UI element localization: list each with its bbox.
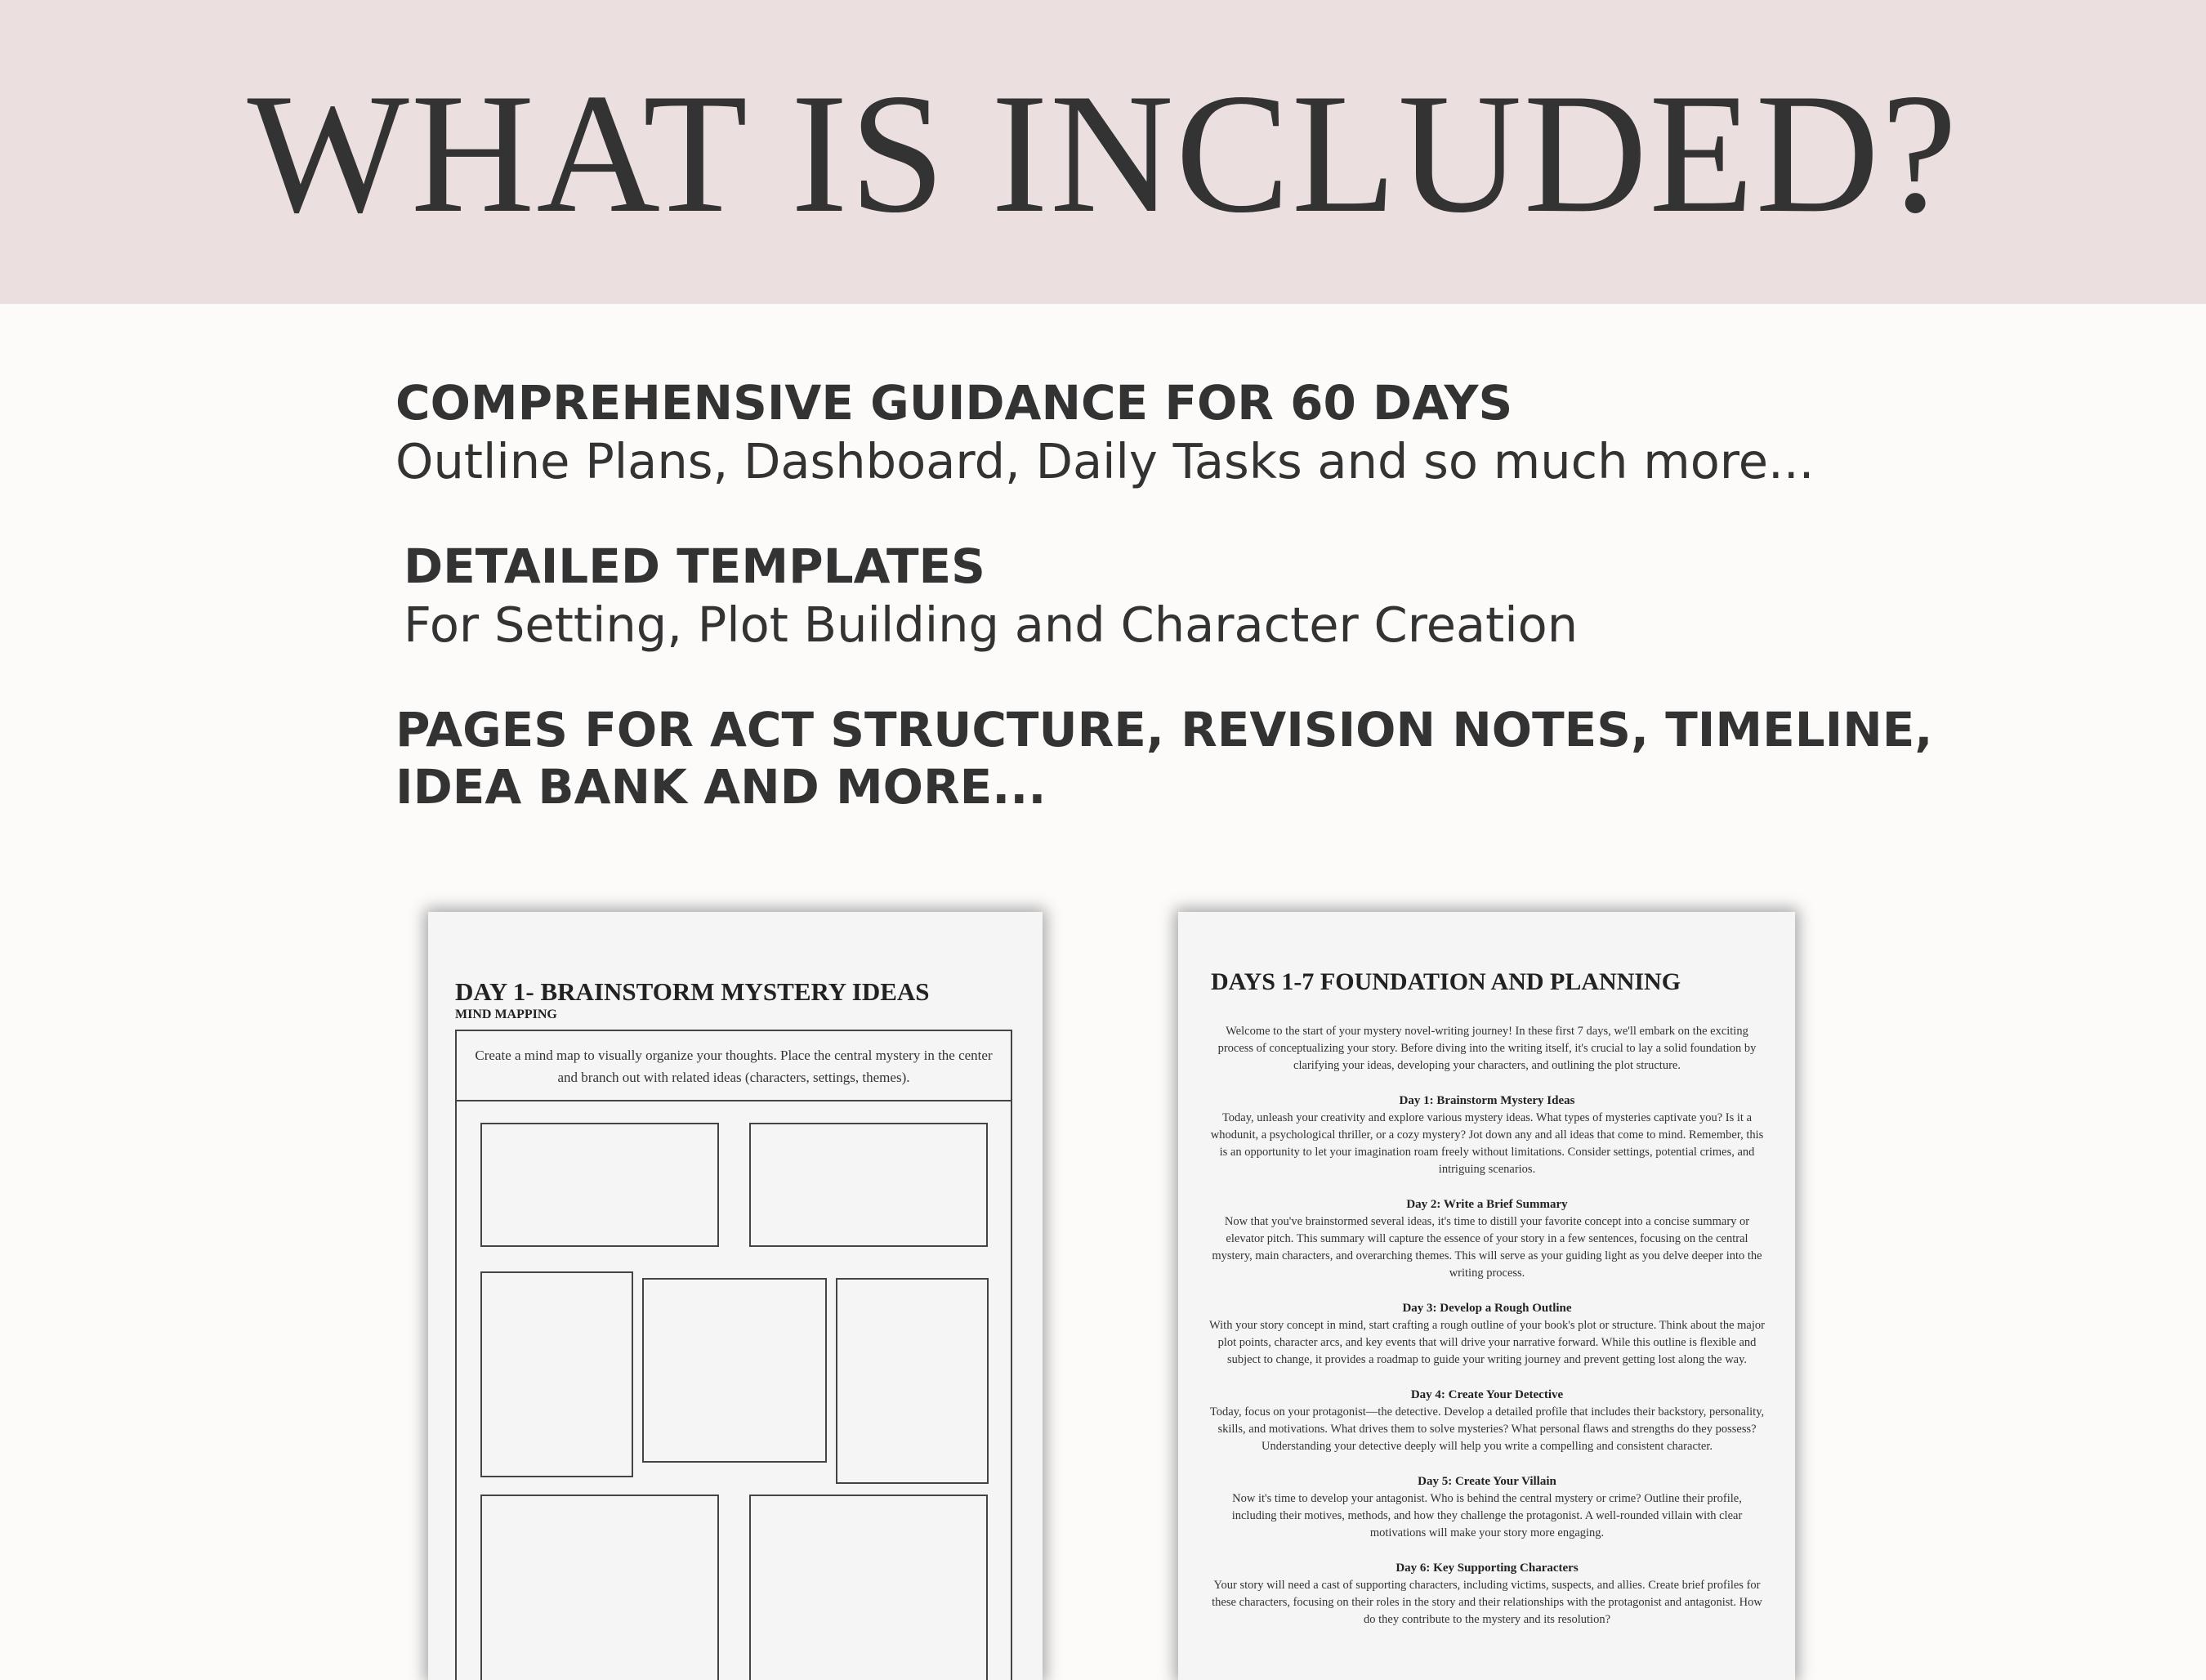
day-body: Today, focus on your protagonist—the detective. Develop a detailed profile that includes their backstory, personality, skills, and motivations. What drives them to solve mysteries? What personal flaws and strengths do they possess? Understanding your detective deeply will help you write a compelling and consistent character. — [1209, 1405, 1765, 1453]
preview-page-foundation — [1178, 912, 1795, 1680]
day-title: Day 2: Write a Brief Summary — [1406, 1198, 1568, 1211]
day-title: Day 5: Create Your Villain — [1418, 1475, 1556, 1488]
mind-map-box — [836, 1278, 989, 1484]
mind-map-page-subtitle: MIND MAPPING — [455, 1008, 557, 1021]
feature-heading: COMPREHENSIVE GUIDANCE FOR 60 DAYS — [395, 375, 1513, 431]
feature-subtitle: For Setting, Plot Building and Character Creation — [404, 596, 1579, 653]
mind-map-page-title: DAY 1- BRAINSTORM MYSTERY IDEAS — [455, 977, 930, 1006]
day-section — [1209, 1196, 1765, 1282]
feature-heading: DETAILED TEMPLATES — [404, 538, 985, 594]
day-section — [1209, 1092, 1765, 1178]
feature-heading-line1: PAGES FOR ACT STRUCTURE, REVISION NOTES, TIMELINE, — [395, 702, 1933, 757]
day-body: Now it's time to develop your antagonist. Who is behind the central mystery or crime? Outline their profile, including their motives, methods, and how they challenge the protagonist. A well-rounded villain with clear motivations will make your story more engaging. — [1231, 1492, 1743, 1539]
foundation-page-title: DAYS 1-7 FOUNDATION AND PLANNING — [1211, 968, 1681, 995]
feature-detailed-templates — [404, 538, 1578, 655]
header-banner — [0, 0, 2206, 304]
day-section — [1209, 1387, 1765, 1455]
mind-map-box — [480, 1495, 719, 1680]
page-title: WHAT IS INCLUDED? — [247, 59, 1959, 248]
feature-comprehensive-guidance — [395, 374, 1814, 492]
intro-paragraph: Welcome to the start of your mystery novel-writing journey! In these first 7 days, we'll embark on the exciting process of conceptualizing your story. Before diving into the writing itself, it's crucial to lay a solid foundation by clarifying your ideas, developing your characters, and outlining the plot structure. — [1217, 1025, 1757, 1072]
mind-map-box — [480, 1271, 633, 1477]
day-title: Day 4: Create Your Detective — [1410, 1388, 1564, 1401]
day-section — [1209, 1473, 1765, 1542]
mind-map-box — [749, 1123, 988, 1247]
day-body: Your story will need a cast of supporting characters, including victims, suspects, and allies. Create brief profiles for these characters, focusing on their roles in the story and their relationships with the protagonist and antagonist. How do they contribute to the mystery and its resolution? — [1212, 1579, 1762, 1626]
mind-map-instructions: Create a mind map to visually organize your thoughts. Place the central mystery in the center and branch out with related ideas (characters, settings, themes). — [457, 1031, 1011, 1101]
day-title: Day 3: Develop a Rough Outline — [1402, 1302, 1572, 1315]
foundation-page-body — [1209, 1023, 1765, 1629]
day-title: Day 6: Key Supporting Characters — [1395, 1562, 1579, 1575]
day-title: Day 1: Brainstorm Mystery Ideas — [1399, 1094, 1575, 1107]
feature-heading-line2: IDEA BANK AND MORE... — [395, 759, 1047, 815]
mind-map-box — [749, 1495, 988, 1680]
mind-map-box — [480, 1123, 719, 1247]
feature-extra-pages — [395, 701, 1932, 815]
day-section — [1209, 1560, 1765, 1629]
day-body: Now that you've brainstormed several ideas, it's time to distill your favorite concept into a concise summary or elevator pitch. This summary will capture the essence of your story in a few sentences, focusing on the central mystery, main characters, and overarching themes. This will serve as your guiding light as you delve deeper into the writing process. — [1212, 1215, 1762, 1280]
day-section — [1209, 1300, 1765, 1369]
day-body: With your story concept in mind, start crafting a rough outline of your book's plot or structure. Think about the major plot points, character arcs, and key events that will drive your narrative forward. While this outline is flexible and subject to change, it provides a roadmap to guide your writing journey and prevent getting lost along the way. — [1209, 1319, 1765, 1366]
feature-subtitle: Outline Plans, Dashboard, Daily Tasks and so much more... — [395, 433, 1815, 489]
day-body: Today, unleash your creativity and explore various mystery ideas. What types of mysteries captivate you? Is it a whodunit, a psychological thriller, or a cozy mystery? Jot down any and all ideas that come to mind. Remember, this is an opportunity to let your imagination roam freely without limitations. Consider settings, potential crimes, and intriguing scenarios. — [1210, 1111, 1764, 1176]
preview-page-mind-map — [428, 912, 1043, 1680]
mind-map-box — [642, 1278, 827, 1463]
